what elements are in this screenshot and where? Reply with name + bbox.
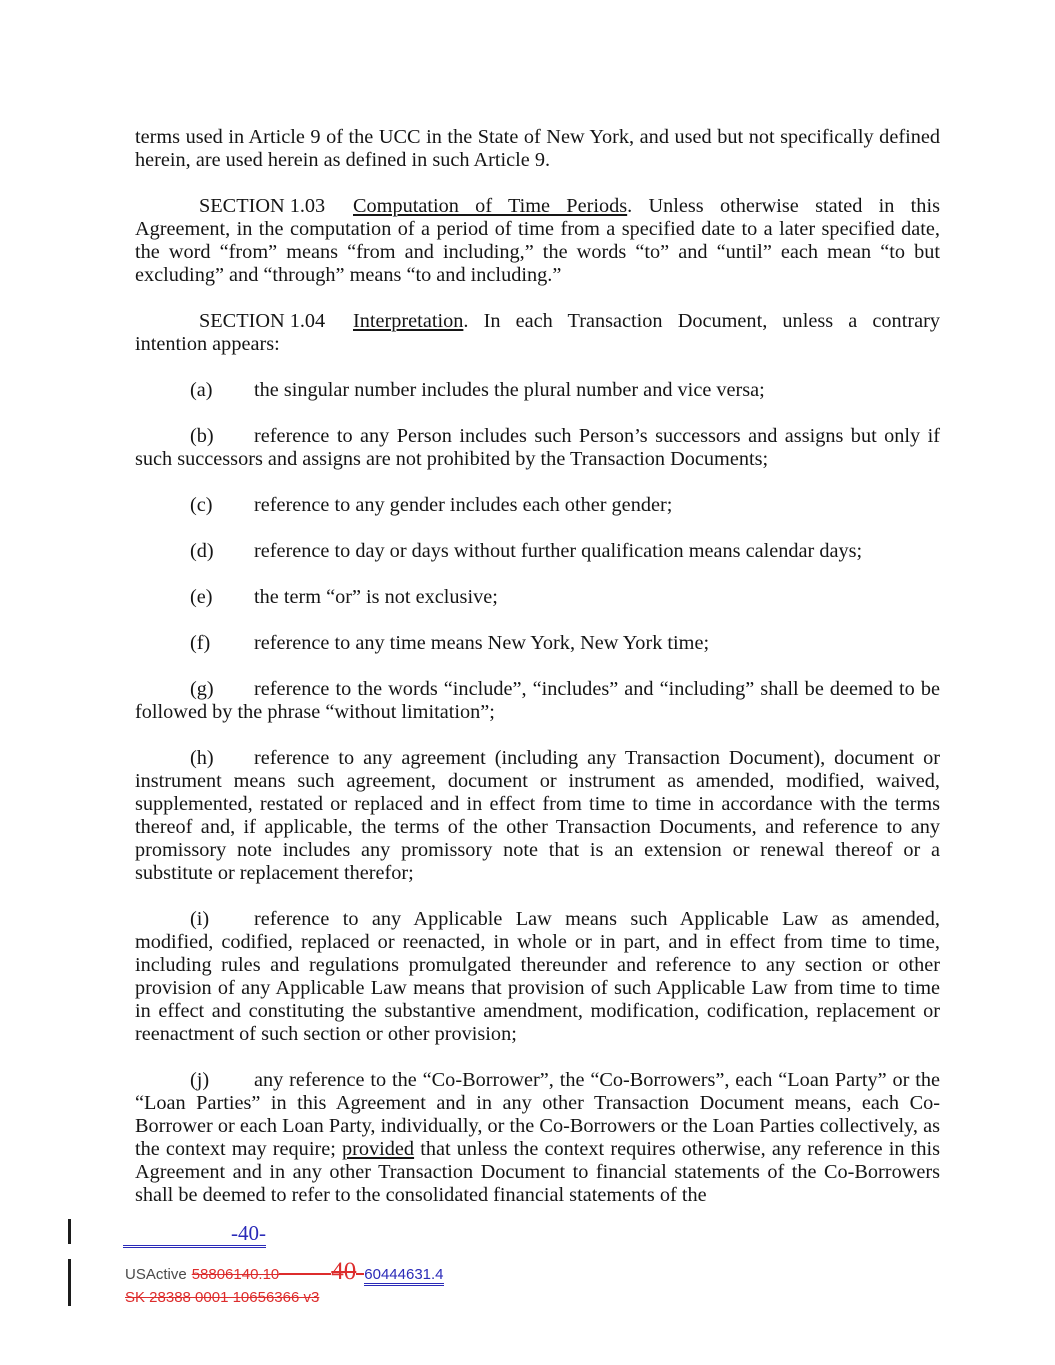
footer-deleted-reference-line: SK 28388 0001 10656366 v3 — [125, 1289, 320, 1306]
list-item-text: reference to the words “include”, “includes” and “including” shall be deemed to be followed by the phrase “without limitation”; — [135, 678, 940, 723]
footer-deleted-doc-number: 58806140.10 — [191, 1266, 280, 1283]
list-item-b — [135, 425, 940, 471]
page-body — [135, 126, 940, 1207]
footer-doc-system: USActive — [125, 1266, 187, 1283]
footer-doc-id-line — [125, 1258, 444, 1285]
list-item-a — [135, 379, 940, 402]
section-1-04-text: . In each Transaction Document, unless a contrary intention appears: — [135, 310, 940, 355]
footer-inserted-doc-number: 60444631.4 — [364, 1266, 443, 1286]
strikethrough-line — [279, 1273, 331, 1275]
page-number-text: -40- — [231, 1221, 266, 1245]
list-item-f — [135, 632, 940, 655]
list-item-label: (a) — [190, 379, 213, 401]
paragraph-text: terms used in Article 9 of the UCC in the State of New York, and used but not specifically defined herein, are used herein as defined in such Article 9. — [135, 126, 940, 171]
revision-change-bar — [68, 1259, 71, 1306]
list-item-text: reference to any Applicable Law means such Applicable Law as amended, modified, codified, replaced or reenacted, in whole or in part, and in effect from time to time, including rules and regulations promulgated thereunder and reference to any section or other provision of any Applicable Law means that provision of such Applicable Law from time to time in effect and constituting the substantive amendment, modification, codification, replacement or reenactment of such section or other provision; — [135, 908, 940, 1045]
list-item-h — [135, 747, 940, 885]
section-1-03-paragraph — [135, 195, 940, 287]
paragraph-continuation — [135, 126, 940, 172]
list-item-text: reference to any agreement (including any Transaction Document), document or instrument means such agreement, document or instrument as amended, modified, waived, supplemented, restated or replaced and in effect from time to time in accordance with the terms thereof and, if applicable, the terms of the other Transaction Documents, and reference to any promissory note includes any promissory note that is an extension or renewal thereof or a substitute or replacement therefor; — [135, 747, 940, 884]
list-item-c — [135, 494, 940, 517]
list-item-text-underlined: provided — [341, 1138, 415, 1160]
list-item-i — [135, 908, 940, 1046]
footer-deleted-page-number: 40 — [331, 1258, 357, 1285]
list-item-label: (e) — [190, 586, 213, 608]
section-1-04-paragraph — [135, 310, 940, 356]
list-item-text-pre: any reference to the “Co-Borrower”, the “Co-Borrowers”, each “Loan Party” or the “Loan Parties” in this Agreement and in any other Transaction Document means, each Co-Borrower or each Loan Party, individually, or the Co-Borrowers or the Loan Parties collectively, as the context may require; — [135, 1069, 940, 1160]
page-number-inserted — [123, 1223, 266, 1248]
list-item-label: (g) — [190, 678, 214, 700]
list-item-label: (h) — [190, 747, 214, 769]
list-item-text: reference to day or days without further qualification means calendar days; — [254, 540, 863, 562]
list-item-label: (i) — [190, 908, 210, 930]
list-item-text: the term “or” is not exclusive; — [254, 586, 498, 608]
list-item-g — [135, 678, 940, 724]
list-item-text-post: that unless the context requires otherwise, any reference in this Agreement and in any other Transaction Document to financial statements of the Co-Borrowers shall be deemed to refer to the consolidated financial statements of the — [135, 1138, 940, 1206]
list-item-text: the singular number includes the plural number and vice versa; — [254, 379, 765, 401]
list-item-label: (c) — [190, 494, 213, 516]
list-item-e — [135, 586, 940, 609]
section-1-03-text: . Unless otherwise stated in this Agreement, in the computation of a period of time from a specified date to a later specified date, the word “from” means “from and including,” the words “to” and “until” each mean “to but excluding” and “through” means “to and including.” — [135, 195, 940, 286]
section-1-04-label: SECTION 1.04 — [199, 310, 326, 332]
list-item-text: reference to any gender includes each other gender; — [254, 494, 673, 516]
list-item-d — [135, 540, 940, 563]
list-item-text: reference to any time means New York, New York time; — [254, 632, 710, 654]
list-item-j — [135, 1069, 940, 1207]
list-item-label: (f) — [190, 632, 211, 654]
list-item-label: (j) — [190, 1069, 210, 1091]
revision-change-bar — [68, 1219, 71, 1244]
section-1-04-title: Interpretation — [353, 310, 464, 332]
section-1-03-title: Computation of Time Periods — [353, 195, 628, 217]
list-item-label: (d) — [190, 540, 214, 562]
list-item-text: reference to any Person includes such Person’s successors and assigns but only if such successors and assigns are not prohibited by the Transaction Documents; — [135, 425, 940, 470]
section-1-03-label: SECTION 1.03 — [199, 195, 326, 217]
list-item-label: (b) — [190, 425, 214, 447]
